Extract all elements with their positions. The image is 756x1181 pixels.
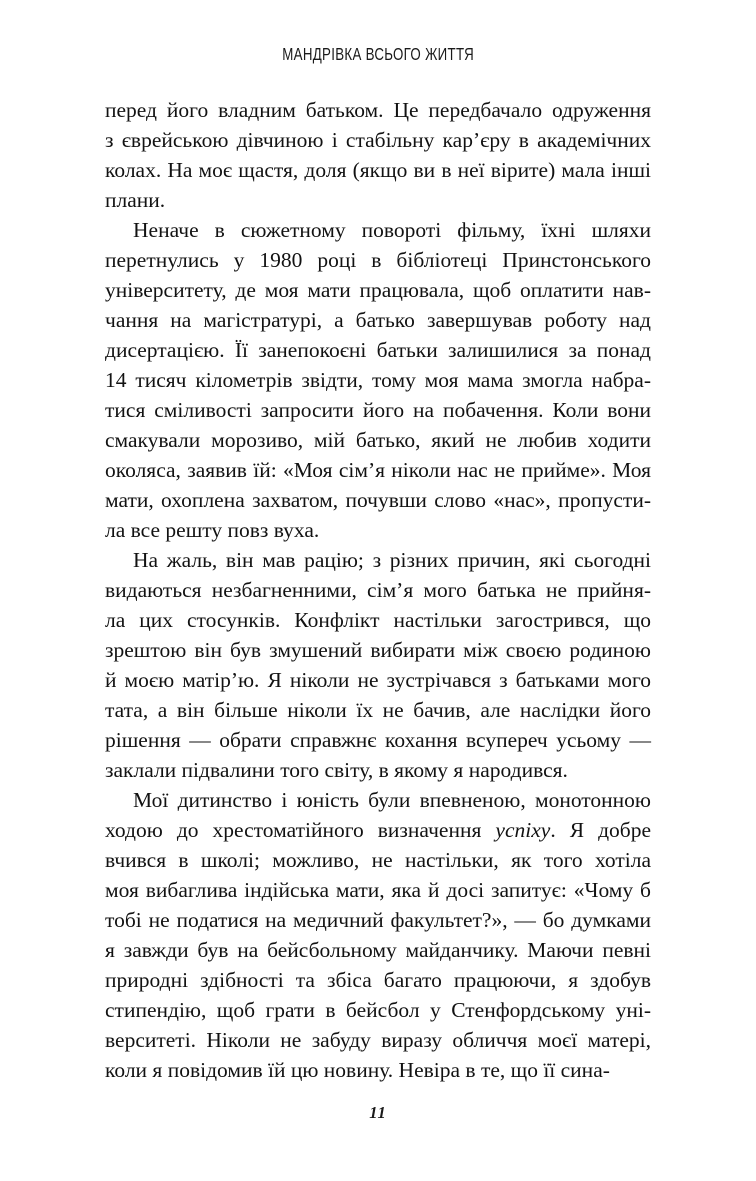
text-line: тися сміливості запросити його на побачення. Коли вони: [105, 398, 651, 422]
text-line: дисертацією. Її занепокоєні батьки залишилися за понад: [105, 338, 651, 362]
text-line: видаються незбагненними, сім’я мого батька не прийня-: [105, 578, 651, 602]
text-line: колах. На моє щастя, доля (якщо ви в неї вірите) мала інші: [105, 158, 651, 182]
text-line: околяса, заявив їй: «Моя сім’я ніколи нас не прийме». Моя: [105, 458, 651, 482]
text-line: університету, де моя мати працювала, щоб оплатити нав-: [105, 278, 651, 302]
running-header: [0, 44, 756, 65]
text-line: моя вибаглива індійська мати, яка й досі запитує: «Чому б: [105, 878, 651, 902]
text-line: природні здібності та збіса багато працюючи, я здобув: [105, 968, 651, 992]
page-number: 11: [369, 1103, 387, 1122]
text-line: перетнулись у 1980 році в бібліотеці Принстонського: [105, 248, 651, 272]
text-line: ходою до хрестоматійного визначення успіху. Я добре: [105, 818, 652, 842]
text-line: смакували морозиво, мій батько, який не любив ходити: [105, 428, 651, 452]
text-line: з єврейською дівчиною і стабільну кар’єру в академічних: [105, 128, 651, 152]
text-line: чання на магістратурі, а батько завершував роботу над: [105, 308, 651, 332]
text-line: тобі не податися на медичний факультет?», — бо думками: [105, 908, 651, 932]
text-line: рішення — обрати справжнє кохання всупереч усьому —: [105, 728, 651, 752]
text-line: плани.: [105, 188, 166, 212]
text-line: верситеті. Ніколи не забуду виразу обличчя моєї матері,: [105, 1028, 651, 1052]
text-line: й моєю матір’ю. Я ніколи не зустрічався з батьками мого: [105, 668, 651, 692]
text-line: заклали підвалини того світу, в якому я народився.: [105, 758, 568, 782]
text-line: вчився в школі; можливо, не настільки, як того хотіла: [105, 848, 651, 872]
text-line: мати, охоплена захватом, почувши слово «нас», пропусти-: [105, 488, 651, 512]
running-header-text: МАНДРІВКА ВСЬОГО ЖИТТЯ: [282, 44, 474, 64]
text-line: Неначе в сюжетному повороті фільму, їхні шляхи: [133, 218, 651, 242]
text-line: зрештою він був змушений вибирати між своєю родиною: [105, 638, 651, 662]
body-text: [105, 95, 651, 1085]
text-line: Мої дитинство і юність були впевненою, монотонною: [133, 788, 651, 812]
text-line: На жаль, він мав рацію; з різних причин, які сьогодні: [133, 548, 651, 572]
text-line: стипендію, щоб грати в бейсбол у Стенфордському уні-: [105, 998, 651, 1022]
text-line: коли я повідомив їй цю новину. Невіра в те, що її сина-: [105, 1058, 610, 1082]
text-line: перед його владним батьком. Це передбачало одруження: [105, 98, 651, 122]
text-line: ла все решту повз вуха.: [105, 518, 320, 542]
text-line: я завжди був на бейсбольному майданчику. Маючи певні: [105, 938, 651, 962]
text-line: ла цих стосунків. Конфлікт настільки загострився, що: [105, 608, 651, 632]
text-line: тата, а він більше ніколи їх не бачив, але наслідки його: [105, 698, 651, 722]
text-line: 14 тисяч кілометрів звідти, тому моя мама змогла набра-: [105, 368, 651, 392]
